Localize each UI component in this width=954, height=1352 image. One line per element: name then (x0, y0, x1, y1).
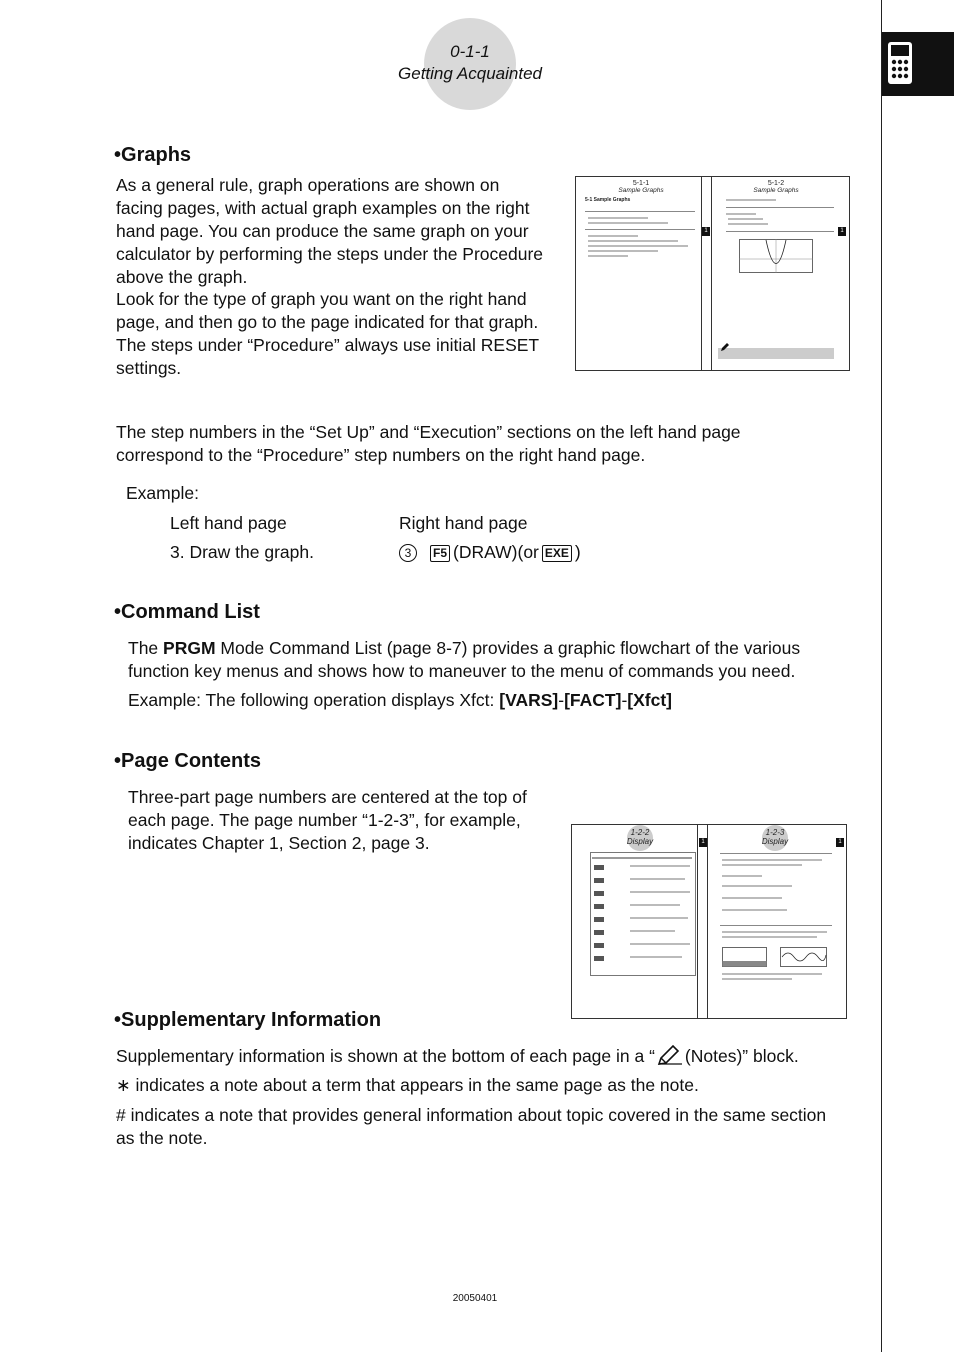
graphs-para2: Look for the type of graph you want on the right hand page, and then go to the page indicated for that graph. The steps under “Procedure” always use initial RESET settings. (116, 289, 540, 378)
page-contents-thumbnail: 1-2-2 Display 1 1-2-3 Display 1 (571, 824, 847, 1019)
command-list-example: Example: The following operation displays Xfct: [VARS]-[FACT]-[Xfct] (128, 690, 672, 710)
graphs-heading: •Graphs (114, 144, 192, 166)
supplementary-line1: Supplementary information is shown at the bottom of each page in a “ (Notes)” block. (116, 1046, 799, 1066)
footer-code: 20050401 (452, 1293, 498, 1304)
right-step: 3 F5 (DRAW)(or EXE ) (399, 541, 581, 564)
page-contents-text: Three-part page numbers are centered at the top of each page. The page number “1-2-3”, for example, indicates Chapter 1, Section 2, page 3. (128, 787, 527, 853)
supplementary-line2: ∗ indicates a note about a term that appears in the same page as the note. (116, 1075, 699, 1095)
command-list-heading: •Command List (114, 601, 260, 623)
left-col-header: Left hand page (170, 513, 287, 533)
supplementary-heading: •Supplementary Information (114, 1009, 382, 1031)
graphs-sample-thumbnail: 5-1-1 Sample Graphs 5-1 Sample Graphs 1 5-1-2 Sample Graphs 1 (575, 176, 850, 371)
page-contents-heading: •Page Contents (114, 750, 262, 772)
pencil-icon (657, 1045, 683, 1065)
f5-key: F5 (430, 545, 450, 562)
left-step: 3. Draw the graph. (170, 542, 314, 562)
step-number: 3 (399, 544, 417, 562)
margin-rule (881, 0, 882, 1352)
supplementary-line3: # indicates a note that provides general information about topic covered in the same section as the note. (116, 1105, 827, 1148)
asterisk: ∗ (116, 1075, 131, 1095)
right-col-header: Right hand page (399, 513, 528, 533)
exe-key: EXE (542, 545, 572, 562)
section-title: Getting Acquainted (398, 64, 542, 83)
graphs-para1: As a general rule, graph operations are shown on facing pages, with actual graph examples on the right hand page. You can produce the same graph on your calculator by performing the steps under the Procedure above the graph. (116, 175, 544, 287)
example-label: Example: (126, 483, 199, 503)
page-number: 0-1-1 (450, 42, 490, 61)
graphs-para3: The step numbers in the “Set Up” and “Execution” sections on the left hand page correspond to the “Procedure” step numbers on the right hand page. (116, 422, 741, 465)
command-list-text: The PRGM Mode Command List (page 8-7) provides a graphic flowchart of the various function key menus and shows how to maneuver to the menu of commands you need. (128, 638, 801, 681)
calculator-icon (886, 40, 914, 86)
